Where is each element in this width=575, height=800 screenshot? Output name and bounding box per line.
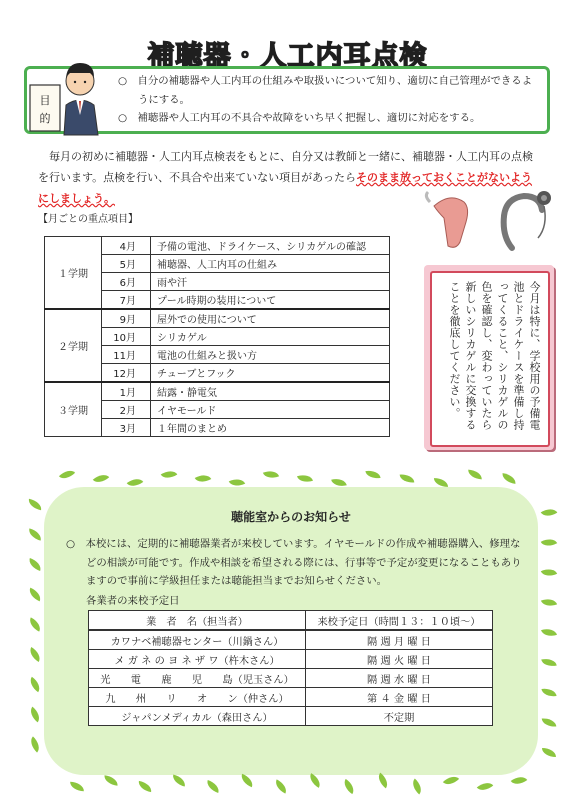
panel-text <box>66 535 524 591</box>
leaf-icon <box>27 617 44 631</box>
vendor-row <box>89 650 493 669</box>
topic-cell: 屋外での使用について <box>151 309 390 328</box>
month-cell: 2月 <box>102 401 151 419</box>
term-cell: ３学期 <box>45 382 102 437</box>
vendor-table <box>88 610 493 726</box>
vendor-row <box>89 630 493 650</box>
leaf-icon <box>542 718 557 728</box>
leaf-icon <box>541 535 558 550</box>
schedule-row <box>45 382 390 401</box>
goal-item: ○ 自分の補聴器や人工内耳の仕組みや取扱いについて知り、適切に自己管理ができるようにする。 <box>118 75 533 106</box>
leaf-icon <box>468 470 482 480</box>
vendor-row <box>89 707 493 726</box>
teacher-illustration <box>28 55 106 137</box>
vendor-row <box>89 688 493 707</box>
leaf-icon <box>27 588 43 602</box>
vendor-header-cell: 業 者 名（担当者） <box>89 611 306 631</box>
visit-day-cell: 不定期 <box>306 707 493 726</box>
leaf-icon <box>70 782 84 791</box>
leaf-icon <box>434 478 448 487</box>
schedule-heading: 【月ごとの重点項目】 <box>38 214 138 225</box>
leaf-icon <box>263 468 279 481</box>
leaf-icon <box>375 773 392 789</box>
leaf-icon <box>511 773 528 789</box>
leaf-icon <box>205 780 221 793</box>
topic-cell: １年間のまとめ <box>151 419 390 437</box>
topic-cell: シリカゲル <box>151 328 390 346</box>
leaf-icon <box>273 779 290 793</box>
month-cell: 3月 <box>102 419 151 437</box>
topic-cell: 予備の電池、ドライケース、シリカゲルの確認 <box>151 237 390 255</box>
leaf-icon <box>541 687 556 698</box>
goal-item: ○ 補聴器や人工内耳の不具合や故障をいち早く把握し、適切に対応をする。 <box>118 112 481 124</box>
notice-card <box>424 265 554 450</box>
schedule-row <box>45 309 390 328</box>
leaf-icon <box>541 505 558 520</box>
leaf-icon <box>477 779 494 795</box>
panel-paragraph: ○ 本校には、定期的に補聴器業者が来校しています。イヤモールドの作成や補聴器購入、修理などの相談が可能です。作成や相談を希望される際には、行事等で予定が変更になることもありますので事前に学級担任または聴能担当までお知らせください。 <box>66 538 522 587</box>
leaf-icon <box>541 566 557 580</box>
leaf-icon <box>365 469 380 480</box>
topic-cell: 雨や汗 <box>151 273 390 291</box>
vendor-name-cell: ジャパンメディカル（森田さん） <box>89 707 306 726</box>
intro-text: 毎月の初めに補聴器・人工内耳点検表をもとに、自分又は教師と一緒に、補聴器・人工内耳の点検を行います。点検を行い、不具合や出来ていない項目があったら <box>38 150 533 184</box>
leaf-icon <box>59 466 75 482</box>
goal-list <box>118 72 538 128</box>
leaf-icon <box>27 707 44 723</box>
leaf-icon <box>195 471 212 486</box>
topic-cell: チューブとフック <box>151 364 390 383</box>
vendor-name-cell: 九 州 リ オ ン（仲さん） <box>89 688 306 707</box>
leaf-icon <box>541 596 557 609</box>
term-cell: １学期 <box>45 237 102 310</box>
vendor-row <box>89 669 493 688</box>
month-cell: 9月 <box>102 309 151 328</box>
leaf-icon <box>542 748 556 757</box>
topic-cell: 結露・静電気 <box>151 382 390 401</box>
leaf-icon <box>409 778 425 794</box>
visit-day-cell: 隔 週 火 曜 日 <box>306 650 493 669</box>
leaf-icon <box>239 774 255 788</box>
leaf-icon <box>341 779 358 794</box>
topic-cell: プール時期の装用について <box>151 291 390 310</box>
month-cell: 6月 <box>102 273 151 291</box>
page-title: 補聴器・人工内耳点検 <box>147 41 428 72</box>
month-cell: 11月 <box>102 346 151 364</box>
visit-day-cell: 隔 週 月 曜 日 <box>306 630 493 650</box>
schedule-table <box>44 236 390 437</box>
month-cell: 12月 <box>102 364 151 383</box>
leaf-icon <box>27 558 43 571</box>
leaf-icon <box>502 473 517 484</box>
topic-cell: イヤモールド <box>151 401 390 419</box>
month-cell: 1月 <box>102 382 151 401</box>
leaf-icon <box>307 773 324 788</box>
leaf-icon <box>161 467 178 482</box>
leaf-icon <box>541 626 557 639</box>
leaf-icon <box>27 736 43 752</box>
leaf-icon <box>541 657 557 669</box>
leaf-icon <box>27 499 42 511</box>
vendor-name-cell: 光 電 鹿 児 島（児玉さん） <box>89 669 306 688</box>
leaf-icon <box>93 471 109 487</box>
panel-title: 聴能室からのお知らせ <box>231 510 351 524</box>
month-cell: 10月 <box>102 328 151 346</box>
vendor-name-cell: カワナベ補聴器センター（川鍋さん） <box>89 630 306 650</box>
leaf-icon <box>171 774 187 786</box>
notice-frame <box>430 271 550 447</box>
month-cell: 7月 <box>102 291 151 310</box>
leaf-icon <box>27 677 44 692</box>
vendor-header-cell: 来校予定日（時間１３：１０頃～） <box>306 611 493 631</box>
leaf-icon <box>400 473 415 483</box>
visit-day-cell: 第 ４ 金 曜 日 <box>306 688 493 707</box>
teacher-sign: 目 <box>39 94 51 107</box>
notice-text: 今月は特に、学校用の予備電池とドライケースを準備し持ってくること、シリカゲルの色を確認し、変わっていたら新しいシリカゲルに交換することを徹底してください。 <box>448 281 541 431</box>
term-cell: ２学期 <box>45 309 102 382</box>
month-cell: 4月 <box>102 237 151 255</box>
schedule-row <box>45 237 390 255</box>
leaf-icon <box>104 775 119 785</box>
leaf-icon <box>137 781 152 792</box>
leaf-icon <box>27 647 44 662</box>
vendor-header-row <box>89 611 493 631</box>
topic-cell: 補聴器、人工内耳の仕組み <box>151 255 390 273</box>
leaf-icon <box>297 472 313 485</box>
hearing-aid-illustration <box>420 186 560 256</box>
month-cell: 5月 <box>102 255 151 273</box>
topic-cell: 電池の仕組みと扱い方 <box>151 346 390 364</box>
teacher-sign-2: 的 <box>39 112 51 125</box>
intro-emphasis: そのまま放っておくことがないようにしましょう。 <box>38 171 533 205</box>
visit-day-cell: 隔 週 水 曜 日 <box>306 669 493 688</box>
vendor-heading: 各業者の来校予定日 <box>86 595 180 607</box>
leaf-icon <box>27 528 43 540</box>
vendor-name-cell: メ ガ ネ の ヨ ネ ザ ワ（杵木さん） <box>89 650 306 669</box>
